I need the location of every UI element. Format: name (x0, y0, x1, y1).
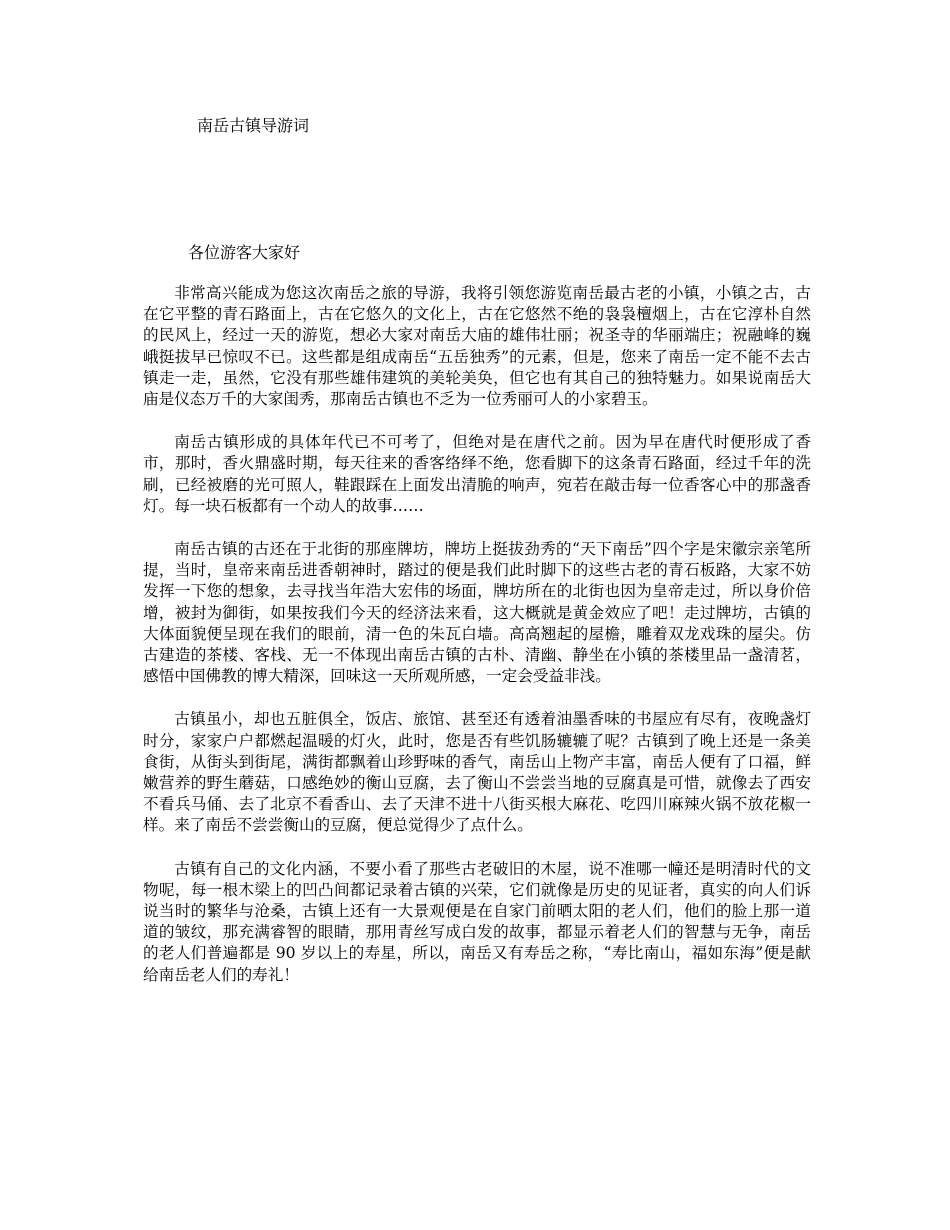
paragraph-intro: 非常高兴能成为您这次南岳之旅的导游，我将引领您游览南岳最古老的小镇，小镇之古，古在它平整的青石路面上，古在它悠久的文化上，古在它悠然不绝的袅袅檀烟上，古在它淳朴自然的民风上，经过一天的游览，想必大家对南岳大庙的雄伟壮丽；祝圣寺的华丽端庄；祝融峰的巍峨挺拔早已惊叹不已。这些都是组成南岳“五岳独秀”的元素，但是，您来了南岳一定不能不去古镇走一走，虽然，它没有那些雄伟建筑的美轮美奂，但它也有其自己的独特魅力。如果说南岳大庙是仪态万千的大家闺秀，那南岳古镇也不乏为一位秀丽可人的小家碧玉。 (143, 284, 811, 409)
paragraph-history: 南岳古镇形成的具体年代已不可考了，但绝对是在唐代之前。因为早在唐代时便形成了香市，那时，香火鼎盛时期，每天往来的香客络绎不绝，您看脚下的这条青石路面，经过千年的洗刷，已经被磨的光可照人，鞋跟踩在上面发出清脆的响声，宛若在敲击每一位香客心中的那盏香灯。每一块石板都有一个动人的故事…… (143, 433, 811, 515)
paragraph-food: 古镇虽小，却也五脏俱全，饭店、旅馆、甚至还有透着油墨香味的书屋应有尽有，夜晚盏灯时分，家家户户都燃起温暖的灯火，此时，您是否有些饥肠辘辘了呢？古镇到了晚上还是一条美食街，从街头到街尾，满街都飘着山珍野味的香气，南岳山上物产丰富，南岳人便有了口福，鲜嫩营养的野生蘑菇，口感绝妙的衡山豆腐，去了衡山不尝尝当地的豆腐真是可惜，就像去了西安不看兵马俑、去了北京不看香山、去了天津不进十八街买根大麻花、吃四川麻辣火锅不放花椒一样。来了南岳不尝尝衡山的豆腐，便总觉得少了点什么。 (143, 710, 811, 835)
paragraph-culture: 古镇有自己的文化内涵，不要小看了那些古老破旧的木屋，说不准哪一幢还是明清时代的文物呢，每一根木梁上的凹凸间都记录着古镇的兴荣，它们就像是历史的见证者，真实的向人们诉说当时的繁华与沧桑，古镇上还有一大景观便是在自家门前晒太阳的老人们，他们的脸上那一道道的皱纹，那充满睿智的眼睛，那用青丝写成白发的故事，都显示着老人们的智慧与无争，南岳的老人们普遍都是 90 岁以上的寿星，所以，南岳又有寿岳之称，“寿比南山，福如东海”便是献给南岳老人们的寿礼！ (143, 859, 811, 984)
paragraph-archway: 南岳古镇的古还在于北街的那座牌坊，牌坊上挺拔劲秀的“天下南岳”四个字是宋徽宗亲笔所提，当时，皇帝来南岳进香朝神时，踏过的便是我们此时脚下的这些古老的青石板路，大家不妨发挥一下您的想象，去寻找当年浩大宏伟的场面，牌坊所在的北街也因为皇帝走过，所以身价倍增，被封为御街，如果按我们今天的经济法来看，这大概就是黄金效应了吧！走过牌坊，古镇的大体面貌便呈现在我们的眼前，清一色的朱瓦白墙。高高翘起的屋檐，雕着双龙戏珠的屋尖。仿古建造的茶楼、客栈、无一不体现出南岳古镇的古朴、清幽、静坐在小镇的茶楼里品一盏清茗，感悟中国佛教的博大精深，回味这一天所观所感，一定会受益非浅。 (143, 540, 811, 686)
document-title: 南岳古镇导游词 (197, 116, 310, 135)
document-body (143, 283, 811, 1008)
greeting-line: 各位游客大家好 (188, 243, 301, 262)
